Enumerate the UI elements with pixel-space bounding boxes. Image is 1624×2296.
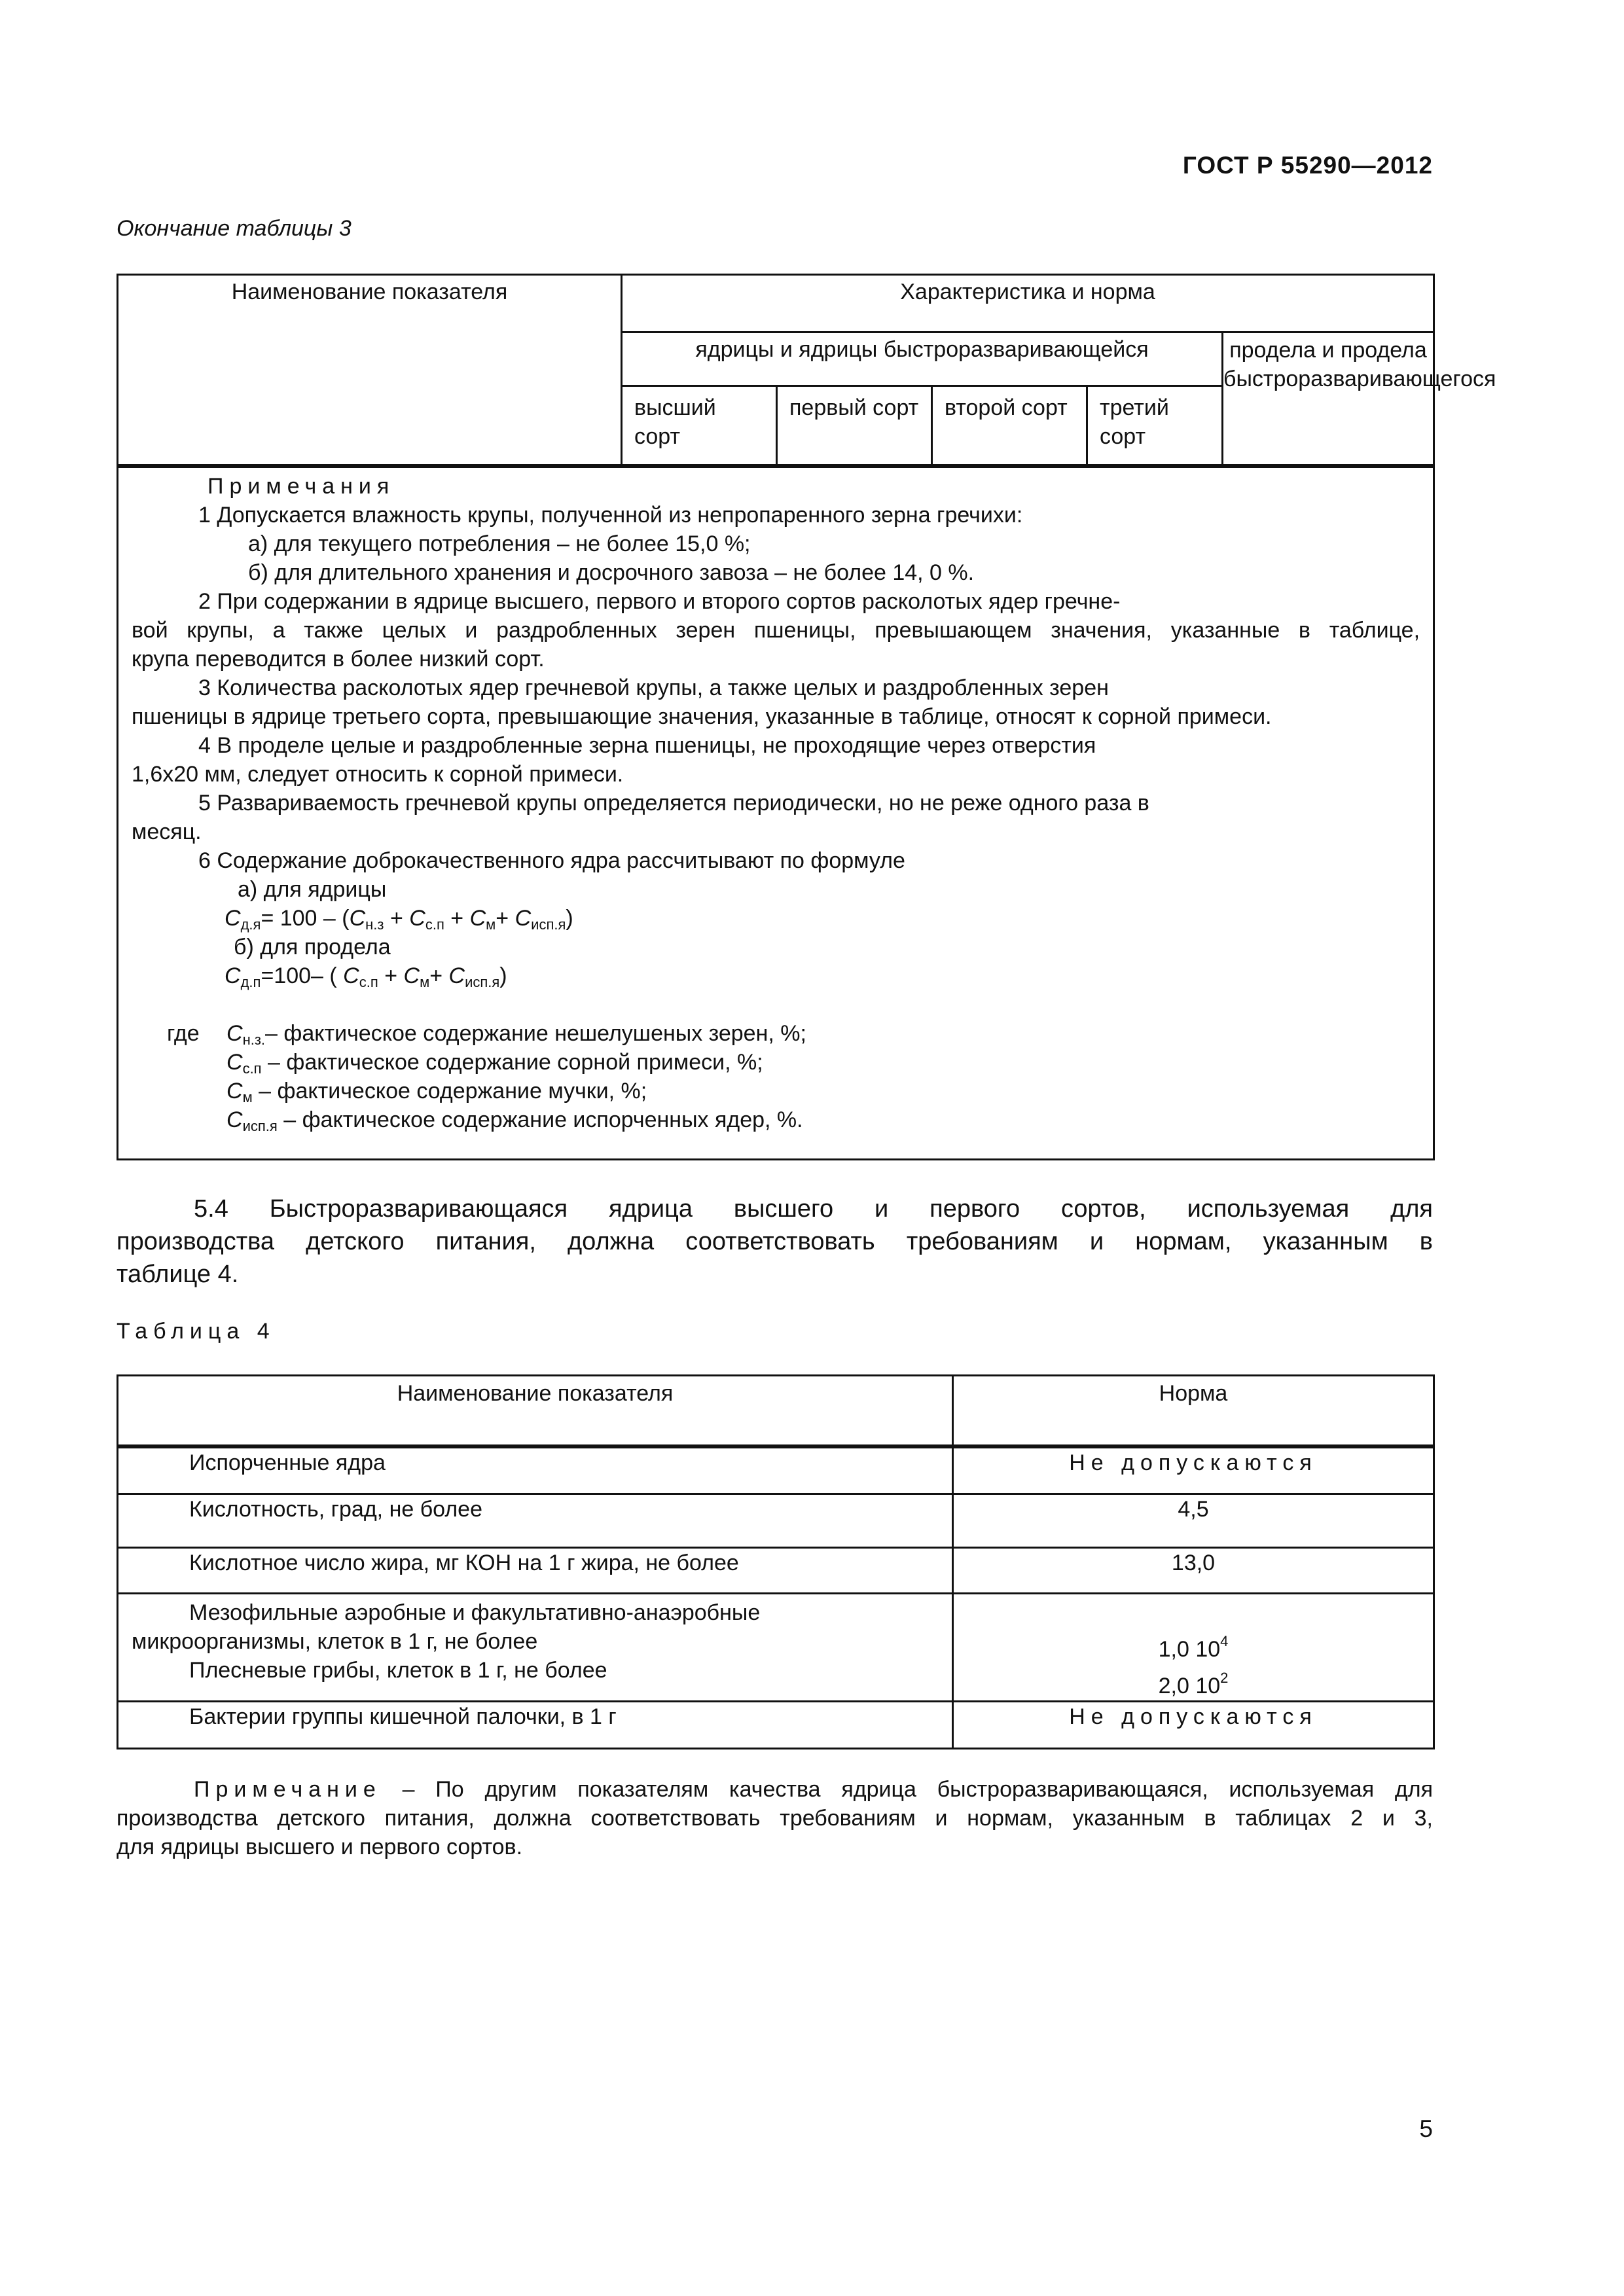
t4-cell-norm: Не допускаются	[953, 1446, 1434, 1494]
t4-cell-name: Кислотность, град, не более	[118, 1494, 953, 1547]
note-line: б) для длительного хранения и досрочного завоза – не более 14, 0 %.	[248, 560, 975, 585]
t3-header-yadritsa: ядрицы и ядрицы быстроразваривающейся	[622, 332, 1223, 386]
note-line: вой крупы, а также целых и раздробленных зерен пшеницы, превышающем значения, указанные в таблице,	[132, 617, 1420, 643]
table-4-note: Примечание – По другим показателям качества ядрица быстроразваривающаяся, используемая для производства детского питания, должна соответствовать требованиям и нормам, указанным в таблицах 2 и 3, для ядрицы высшего и первого сортов.	[117, 1777, 1433, 1859]
t4-cell-name: Мезофильные аэробные и факультативно-анаэробные микроорганизмы, клеток в 1 г, не более Плесневые грибы, клеток в 1 г, не более	[118, 1593, 953, 1701]
table-continuation-caption: Окончание таблицы 3	[117, 216, 352, 241]
t3-sort-highest: высший сорт	[622, 386, 777, 466]
note-line: пшеницы в ядрице третьего сорта, превышающие значения, указанные в таблице, относят к сорной примеси.	[132, 704, 1272, 729]
page-number: 5	[1419, 2115, 1433, 2142]
note-line: а) для ядрицы	[238, 876, 387, 902]
t4-cell-name: Бактерии группы кишечной палочки, в 1 г	[118, 1701, 953, 1748]
note-line: крупа переводится в более низкий сорт.	[132, 646, 545, 672]
note-line: 2 При содержании в ядрице высшего, первого и второго сортов расколотых ядер гречне-	[198, 588, 1121, 614]
t3-sort-second: второй сорт	[932, 386, 1087, 466]
t4-header-name: Наименование показателя	[118, 1376, 953, 1447]
note-line: а) для текущего потребления – не более 15,0 %;	[248, 531, 751, 556]
formula-yadritsa: $C_{д.я}= 100 - (C_{н.з} + C_{с.п} + C_м+ C_{исп.я})$	[225, 905, 573, 933]
t4-cell-norm: 13,0	[953, 1547, 1434, 1593]
t3-sort-first: первый сорт	[777, 386, 932, 466]
definition-ispya: $C_{исп.я}$ – фактическое содержание испорченных ядер, %.	[226, 1107, 803, 1134]
notes-title: Примечания	[208, 473, 395, 499]
t3-notes-cell	[118, 466, 1434, 1160]
t4-cell-name: Кислотное число жира, мг КОН на 1 г жира, не более	[118, 1547, 953, 1593]
table-row	[118, 1701, 1434, 1748]
table-row	[118, 1446, 1434, 1494]
paragraph-5-4: 5.4 Быстроразваривающаяся ядрица высшего и первого сортов, используемая для производства детского питания, должна соответствовать требованиям и нормам, указанным в таблице 4.	[117, 1195, 1433, 1288]
formula-prodel: $C_{д.п}=100-$ ( $C_{с.п} + C_м+ C_{исп.я}$)	[225, 963, 507, 990]
note-line: 1,6х20 мм, следует относить к сорной примеси.	[132, 761, 624, 787]
table-row	[118, 1547, 1434, 1593]
t3-header-name: Наименование показателя	[118, 275, 622, 466]
table-4-caption: Таблица 4	[117, 1319, 276, 1344]
t4-header-norm: Норма	[953, 1376, 1434, 1447]
definition-sp: $C_{с.п}$ – фактическое содержание сорной примеси, %;	[226, 1049, 763, 1077]
note-line: 3 Количества расколотых ядер гречневой крупы, а также целых и раздробленных зерен	[198, 675, 1109, 700]
table-3	[117, 274, 1496, 1160]
t3-sort-third: третий сорт	[1087, 386, 1223, 466]
table-row	[118, 1593, 1434, 1701]
table-row	[118, 1494, 1434, 1547]
note-line: 4 В проделе целые и раздробленные зерна пшеницы, не проходящие через отверстия	[198, 732, 1096, 758]
definition-m: $C_м$ – фактическое содержание мучки, %;	[226, 1078, 647, 1105]
t4-cell-norm: Не допускаются	[953, 1701, 1434, 1748]
note-line: б) для продела	[234, 934, 391, 960]
note-line: 6 Содержание доброкачественного ядра рассчитывают по формуле	[198, 848, 905, 873]
document-code: ГОСТ Р 55290—2012	[1182, 152, 1433, 179]
note-line: 5 Развариваемость гречневой крупы определяется периодически, но не реже одного раза в	[198, 790, 1149, 816]
note-line: месяц.	[132, 819, 202, 844]
t3-header-prodel: продела и продела быстроразваривающегося	[1223, 332, 1434, 466]
where-label: где	[167, 1020, 200, 1046]
t3-header-characteristic: Характеристика и норма	[622, 275, 1434, 332]
t4-cell-norm: 4,5	[953, 1494, 1434, 1547]
note-line: 1 Допускается влажность крупы, полученной из непропаренного зерна гречихи:	[198, 502, 1023, 528]
definition-nz: $C_{н.з.}-$ фактическое содержание нешелушеных зерен, %;	[226, 1020, 806, 1048]
t4-cell-norm: 1,0 $10^4$ 2,0 $10^2$	[953, 1593, 1434, 1701]
t4-cell-name: Испорченные ядра	[118, 1446, 953, 1494]
table-4	[117, 1374, 1435, 1749]
